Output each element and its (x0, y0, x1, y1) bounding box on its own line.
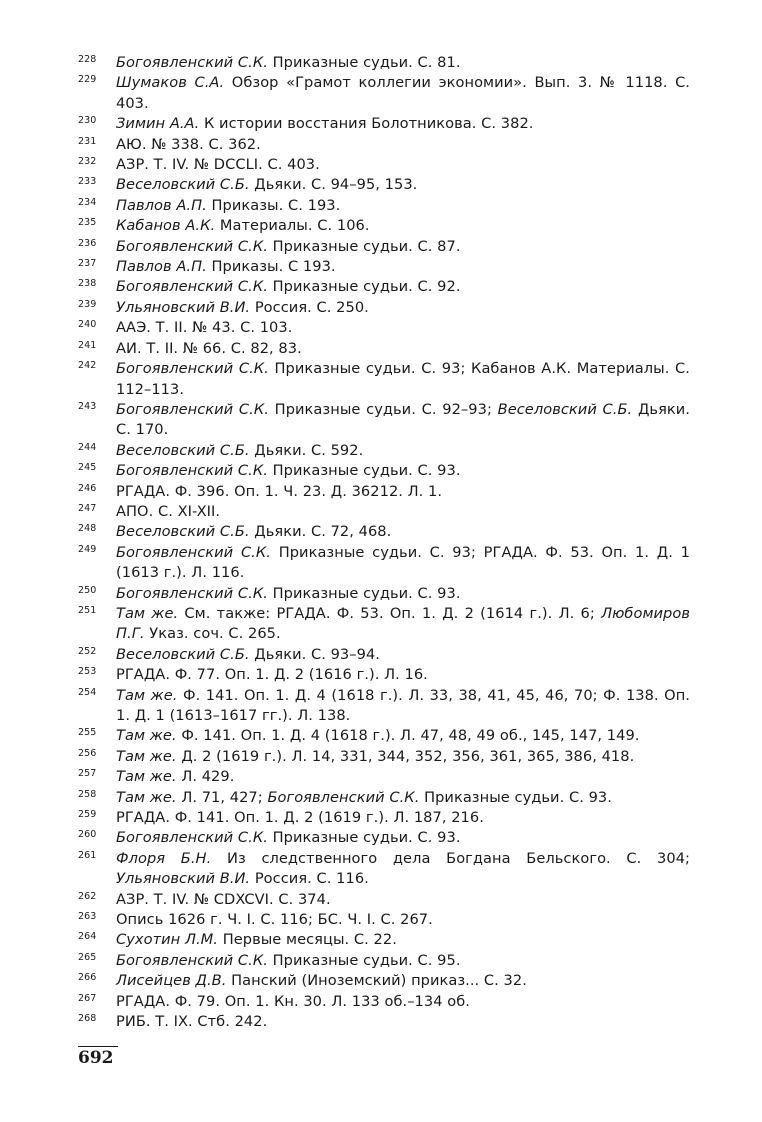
endnote-author: Богоявленский С.К. (116, 54, 268, 71)
endnote (78, 808, 690, 828)
endnote-citation: РГАДА. Ф. 141. Оп. 1. Д. 2 (1619 г.). Л. 187, 216. (116, 809, 484, 827)
endnote (78, 849, 690, 890)
endnote-citation: АЮ. № 338. С. 362. (116, 135, 261, 153)
endnote-text (116, 646, 380, 663)
endnote-author: Там же. (116, 788, 177, 806)
endnote (78, 971, 690, 991)
endnote (78, 135, 690, 155)
endnote-text (116, 176, 417, 193)
endnote (78, 951, 690, 971)
endnote-text (116, 768, 234, 785)
endnote-citation: АЗР. Т. IV. № CDXCVI. С. 374. (116, 890, 331, 908)
endnote (78, 502, 690, 522)
endnote-text (116, 748, 634, 765)
endnote-number: 247 (78, 502, 97, 514)
endnote-citation: Приказы. С. 193. (206, 196, 341, 214)
endnote (78, 461, 690, 481)
endnote-citation: Л. 429. (176, 768, 235, 786)
endnote-author: Богоявленский С.К. (116, 237, 268, 255)
endnote-text (116, 544, 690, 581)
endnote-citation: Россия. С. 250. (250, 298, 369, 316)
endnote-text (116, 1013, 267, 1030)
endnote-text (116, 115, 533, 132)
endnote-citation: РГАДА. Ф. 79. Оп. 1. Кн. 30. Л. 133 об.–134 об. (116, 992, 470, 1010)
endnote (78, 788, 690, 808)
endnotes-list (78, 53, 690, 1033)
endnote-text (116, 319, 292, 336)
endnote-text (116, 156, 320, 173)
endnote-author: Богоявленский С.К. (116, 278, 268, 296)
endnote (78, 73, 690, 114)
endnote-text (116, 217, 370, 234)
endnote-number: 259 (78, 809, 97, 821)
endnote (78, 665, 690, 685)
endnote (78, 298, 690, 318)
endnote-text (116, 605, 690, 642)
endnote-citation: Ф. 141. Оп. 1. Д. 4 (1618 г.). Л. 33, 38, 41, 45, 46, 70; Ф. 138. Оп. 1. Д. 1 (1613–1617 гг.). Л. 138. (116, 686, 690, 724)
endnote-author: Богоявленский С.К. (267, 788, 420, 806)
endnote (78, 318, 690, 338)
endnote-text (116, 503, 220, 520)
endnote-number: 258 (78, 788, 97, 800)
endnote-number: 268 (78, 1013, 97, 1025)
endnote-text (116, 829, 461, 846)
endnote-citation: Л. 71, 427; (176, 788, 268, 806)
endnote (78, 992, 690, 1012)
endnote-citation: Приказные судьи. С. 87. (267, 237, 461, 255)
endnote-citation: Приказные судьи. С. 93; Кабанов А.К. Материалы. С. 112–113. (116, 360, 690, 398)
endnote-number: 260 (78, 829, 97, 841)
endnote-author: Флоря Б.Н. (116, 849, 212, 867)
endnote (78, 441, 690, 461)
endnote-citation: Приказные судьи. С. 92–93; (268, 400, 498, 418)
endnote-author: Лисейцев Д.В. (116, 972, 227, 990)
endnote-number: 262 (78, 890, 97, 902)
endnote-text (116, 687, 690, 724)
endnote (78, 1012, 690, 1032)
endnote-number: 229 (78, 74, 97, 86)
endnote-number: 248 (78, 523, 97, 535)
endnote-number: 237 (78, 258, 97, 270)
endnote-number: 242 (78, 360, 97, 372)
endnote-citation: Приказные судьи. С. 81. (267, 54, 461, 71)
endnote-number: 231 (78, 135, 97, 147)
endnote-text (116, 850, 690, 887)
endnote-author: Там же. (116, 727, 177, 745)
endnote (78, 155, 690, 175)
endnote-citation: Дьяки. С. 170. (116, 400, 690, 439)
endnote-citation: РИБ. Т. IX. Стб. 242. (116, 1013, 268, 1031)
endnote (78, 767, 690, 787)
endnote-number: 250 (78, 584, 97, 596)
endnote (78, 522, 690, 542)
endnote-text (116, 891, 331, 908)
endnote-citation: Из следственного дела Богдана Бельского. С. 304; (211, 849, 691, 867)
endnote-text (116, 911, 433, 928)
endnote-author: Богоявленский С.К. (116, 400, 269, 418)
endnote-author: Богоявленский С.К. (116, 584, 268, 602)
endnote-citation: Опись 1626 г. Ч. I. С. 116; БС. Ч. I. С. 267. (116, 911, 433, 929)
endnote-author: Сухотин Л.М. (116, 931, 219, 949)
endnote-text (116, 401, 690, 438)
endnote-text (116, 585, 461, 602)
endnote (78, 910, 690, 930)
endnote-author: Там же. (116, 768, 177, 786)
endnote-author: Кабанов А.К. (116, 217, 216, 235)
endnote-citation: Приказные судьи. С. 93. (419, 788, 612, 806)
endnote-number: 228 (78, 54, 97, 65)
page-number-rule (78, 1046, 118, 1047)
endnote-citation: См. также: РГАДА. Ф. 53. Оп. 1. Д. 2 (1614 г.). Л. 6; (178, 604, 602, 622)
endnote-citation: Россия. С. 116. (250, 870, 369, 888)
endnote (78, 257, 690, 277)
endnote-number: 255 (78, 727, 97, 739)
endnote-number: 253 (78, 666, 97, 678)
endnote-citation: Приказные судьи. С. 93; РГАДА. Ф. 53. Оп. 1. Д. 1 (1613 г.). Л. 116. (116, 543, 690, 582)
endnote (78, 359, 690, 400)
endnote-text (116, 360, 690, 397)
endnote-citation: ААЭ. Т. II. № 43. С. 103. (116, 319, 293, 337)
endnote-citation: РГАДА. Ф. 77. Оп. 1. Д. 2 (1616 г.). Л. 16. (116, 666, 428, 684)
page-number: 692 (78, 1048, 114, 1068)
endnote (78, 277, 690, 297)
endnote-number: 245 (78, 462, 97, 474)
endnote (78, 400, 690, 441)
endnote-number: 232 (78, 156, 97, 168)
endnote-citation: Указ. соч. С. 265. (144, 625, 281, 643)
endnote (78, 584, 690, 604)
endnote (78, 890, 690, 910)
endnote-number: 239 (78, 298, 97, 310)
endnote-citation: Первые месяцы. С. 22. (218, 931, 397, 949)
endnote-citation: АЗР. Т. IV. № DCCLI. С. 403. (116, 156, 320, 174)
endnote-citation: К истории восстания Болотникова. С. 382. (199, 115, 534, 133)
endnote-author: Там же. (116, 604, 179, 622)
endnote-number: 249 (78, 543, 97, 555)
endnote-author: Ульяновский В.И. (116, 298, 251, 316)
endnote-author: Богоявленский С.К. (116, 951, 268, 969)
endnote-number: 252 (78, 645, 97, 657)
endnote-number: 246 (78, 482, 97, 494)
endnote-number: 264 (78, 931, 97, 943)
endnote (78, 339, 690, 359)
endnote-citation: Дьяки. С. 93–94. (249, 645, 380, 663)
endnote-citation: Приказные судьи. С. 92. (267, 278, 461, 296)
endnote-author: Павлов А.П. (116, 196, 207, 214)
endnote-number: 236 (78, 237, 97, 249)
endnote-text (116, 666, 428, 683)
endnote (78, 747, 690, 767)
endnote-text (116, 952, 461, 969)
endnote-text (116, 789, 612, 806)
endnote-text (116, 136, 261, 153)
endnote-text (116, 340, 302, 357)
endnote (78, 543, 690, 584)
endnote-text (116, 931, 397, 948)
endnote-text (116, 74, 690, 111)
endnote-author: Зимин А.А. (116, 115, 200, 133)
endnote-text (116, 197, 340, 214)
endnote-number: 251 (78, 604, 97, 616)
endnote-author: Любомиров П.Г. (116, 604, 691, 643)
endnote-author: Ульяновский В.И. (116, 870, 251, 888)
endnote-number: 261 (78, 849, 97, 861)
endnote (78, 828, 690, 848)
endnote-number: 263 (78, 911, 97, 923)
endnote-number: 243 (78, 400, 97, 412)
endnote-citation: Дьяки. С. 94–95, 153. (249, 176, 418, 194)
endnote-citation: Дьяки. С. 72, 468. (249, 523, 392, 541)
endnote-citation: Приказные судьи. С. 95. (267, 951, 461, 969)
endnote-author: Богоявленский С.К. (116, 462, 268, 480)
endnote-number: 235 (78, 217, 97, 229)
endnote (78, 604, 690, 645)
endnote-citation: Ф. 141. Оп. 1. Д. 4 (1618 г.). Л. 47, 48, 49 об., 145, 147, 149. (176, 727, 640, 745)
endnote-number: 240 (78, 319, 97, 331)
endnote-citation: Приказные судьи. С. 93. (267, 829, 461, 847)
endnote-text (116, 299, 369, 316)
endnote-citation: АПО. С. XI-XII. (116, 502, 221, 520)
endnote-author: Богоявленский С.К. (116, 829, 268, 847)
endnote-author: Веселовский С.Б. (116, 441, 250, 459)
endnote-citation: Приказы. С 193. (206, 258, 336, 276)
endnote-number: 230 (78, 115, 97, 127)
endnote-author: Там же. (116, 686, 178, 704)
endnote-text (116, 442, 363, 459)
endnote-citation: Дьяки. С. 592. (249, 441, 364, 459)
endnote-number: 257 (78, 768, 97, 780)
endnote-number: 241 (78, 339, 97, 351)
endnote-citation: РГАДА. Ф. 396. Оп. 1. Ч. 23. Д. 36212. Л. 1. (116, 482, 443, 500)
endnote-author: Веселовский С.Б. (497, 400, 633, 418)
endnote-text (116, 54, 461, 71)
endnote-text (116, 462, 461, 479)
endnote (78, 53, 690, 73)
endnote-number: 244 (78, 441, 97, 453)
endnote (78, 196, 690, 216)
endnote-citation: Обзор «Грамот коллегии экономии». Вып. 3. № 1118. С. 403. (116, 74, 690, 112)
endnote-text (116, 972, 527, 989)
endnote-number: 256 (78, 747, 97, 759)
endnote-text (116, 258, 336, 275)
endnote-number: 234 (78, 196, 97, 208)
endnote (78, 237, 690, 257)
endnote-number: 266 (78, 972, 97, 984)
endnote-author: Там же. (116, 747, 177, 765)
endnote (78, 114, 690, 134)
endnote-number: 238 (78, 278, 97, 290)
endnote-author: Веселовский С.Б. (116, 176, 250, 194)
endnote-text (116, 523, 391, 540)
endnote-text (116, 483, 442, 500)
endnote-citation: Приказные судьи. С. 93. (267, 584, 461, 602)
endnote-text (116, 993, 470, 1010)
endnote-author: Богоявленский С.К. (116, 543, 271, 561)
endnote-number: 233 (78, 176, 97, 188)
endnote-text (116, 278, 461, 295)
endnote-citation: Материалы. С. 106. (215, 217, 370, 235)
endnote-text (116, 727, 639, 744)
endnote-citation: Д. 2 (1619 г.). Л. 14, 331, 344, 352, 356, 361, 365, 386, 418. (176, 747, 635, 765)
endnote (78, 930, 690, 950)
endnote-number: 254 (78, 686, 97, 698)
endnote-author: Веселовский С.Б. (116, 645, 250, 663)
endnote-text (116, 238, 461, 255)
endnote (78, 216, 690, 236)
endnote-number: 265 (78, 951, 97, 963)
endnote (78, 686, 690, 727)
endnote-number: 267 (78, 992, 97, 1004)
endnote-citation: Панский (Иноземский) приказ... С. 32. (226, 972, 527, 990)
endnote-citation: Приказные судьи. С. 93. (267, 462, 461, 480)
endnote (78, 726, 690, 746)
endnote-author: Веселовский С.Б. (116, 523, 250, 541)
endnote-author: Богоявленский С.К. (116, 360, 269, 378)
endnote-author: Павлов А.П. (116, 258, 207, 276)
endnote-author: Шумаков С.А. (116, 74, 225, 92)
endnote (78, 482, 690, 502)
endnote (78, 175, 690, 195)
endnote (78, 645, 690, 665)
endnote-citation: АИ. Т. II. № 66. С. 82, 83. (116, 339, 302, 357)
endnote-text (116, 809, 484, 826)
